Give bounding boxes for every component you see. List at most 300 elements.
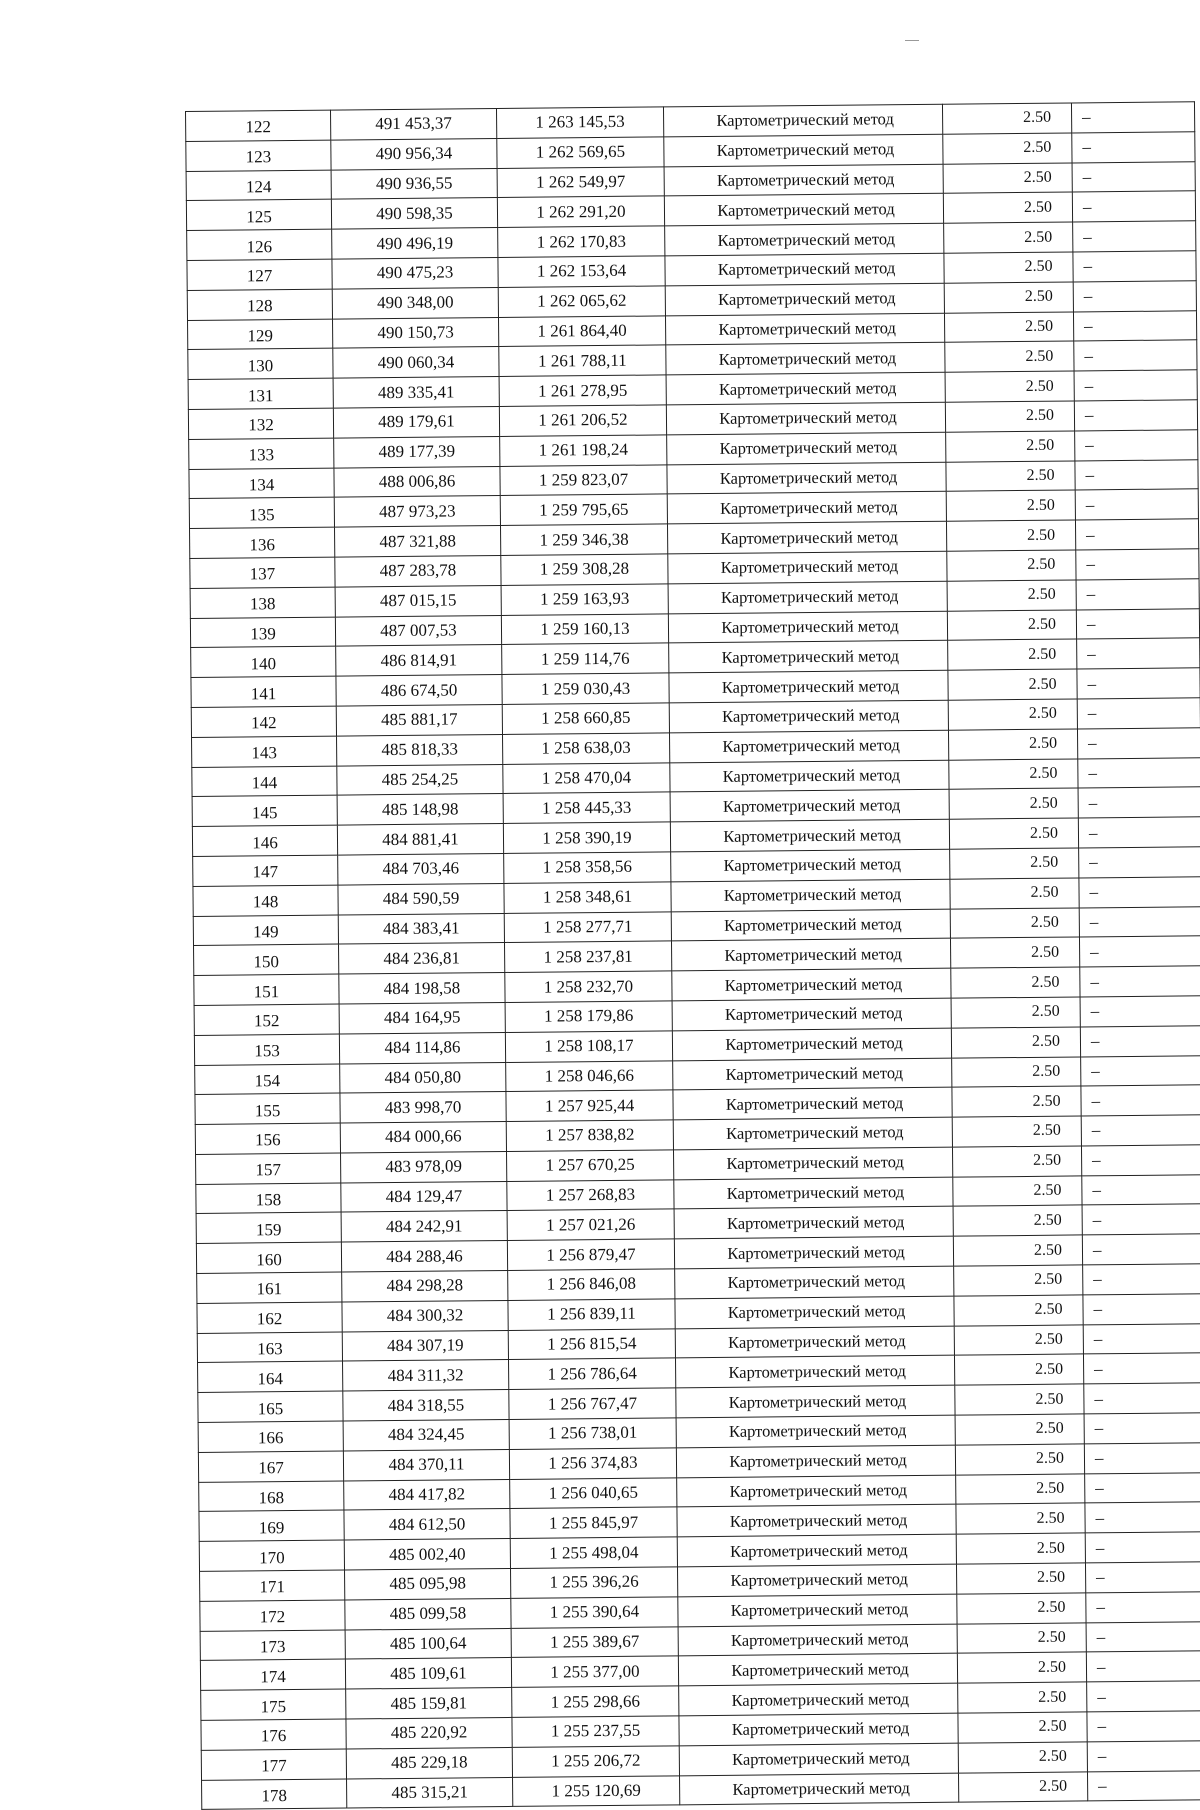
note-cell: –	[1071, 102, 1194, 133]
point-number-cell: 167	[198, 1451, 343, 1482]
note-cell: –	[1084, 1383, 1200, 1414]
y-coordinate-cell: 1 258 237,81	[504, 941, 671, 972]
accuracy-cell: 2.50	[943, 163, 1072, 194]
method-cell: Картометрический метод	[673, 1087, 952, 1119]
point-number-cell: 155	[195, 1093, 340, 1124]
note-cell: –	[1079, 876, 1200, 907]
y-coordinate-cell: 1 256 738,01	[509, 1418, 676, 1449]
accuracy-cell: 2.50	[954, 1325, 1083, 1356]
x-coordinate-cell: 484 000,66	[340, 1122, 506, 1153]
coordinates-table	[185, 101, 1200, 1810]
y-coordinate-cell: 1 255 389,67	[511, 1626, 678, 1657]
accuracy-cell: 2.50	[944, 222, 1073, 253]
x-coordinate-cell: 485 315,21	[347, 1777, 513, 1808]
accuracy-cell: 2.50	[957, 1593, 1086, 1624]
method-cell: Картометрический метод	[677, 1534, 956, 1566]
x-coordinate-cell: 490 936,55	[331, 168, 497, 199]
x-coordinate-cell: 483 998,70	[340, 1092, 506, 1123]
y-coordinate-cell: 1 261 278,95	[499, 375, 666, 406]
x-coordinate-cell: 485 159,81	[346, 1688, 512, 1719]
x-coordinate-cell: 485 818,33	[337, 734, 503, 765]
point-number-cell: 133	[189, 438, 334, 469]
accuracy-cell: 2.50	[947, 580, 1076, 611]
y-coordinate-cell: 1 261 864,40	[498, 315, 665, 346]
point-number-cell: 146	[192, 825, 337, 856]
accuracy-cell: 2.50	[952, 1146, 1081, 1177]
note-cell: –	[1087, 1711, 1200, 1742]
method-cell: Картометрический метод	[667, 432, 946, 464]
y-coordinate-cell: 1 259 163,93	[501, 584, 668, 615]
note-cell: –	[1084, 1413, 1200, 1444]
method-cell: Картометрический метод	[672, 968, 951, 1000]
method-cell: Картометрический метод	[669, 670, 948, 702]
note-cell: –	[1087, 1770, 1200, 1801]
method-cell: Картометрический метод	[680, 1773, 959, 1805]
point-number-cell: 166	[198, 1421, 343, 1452]
point-number-cell: 131	[188, 378, 333, 409]
x-coordinate-cell: 485 148,98	[337, 794, 503, 825]
y-coordinate-cell: 1 258 348,61	[504, 882, 671, 913]
note-cell: –	[1081, 1055, 1200, 1086]
point-number-cell: 139	[190, 617, 335, 648]
accuracy-cell: 2.50	[945, 341, 1074, 372]
note-cell: –	[1086, 1621, 1200, 1652]
note-cell: –	[1075, 430, 1198, 461]
x-coordinate-cell: 490 598,35	[331, 198, 497, 229]
method-cell: Картометрический метод	[666, 402, 945, 434]
x-coordinate-cell: 484 164,95	[339, 1002, 505, 1033]
accuracy-cell: 2.50	[957, 1652, 1086, 1683]
point-number-cell: 137	[190, 557, 335, 588]
accuracy-cell: 2.50	[942, 103, 1071, 134]
x-coordinate-cell: 487 973,23	[334, 496, 500, 527]
x-coordinate-cell: 491 453,37	[330, 109, 496, 140]
x-coordinate-cell: 487 015,15	[335, 585, 501, 616]
y-coordinate-cell: 1 259 114,76	[502, 643, 669, 674]
note-cell: –	[1081, 1115, 1200, 1146]
note-cell: –	[1072, 161, 1195, 192]
note-cell: –	[1072, 191, 1195, 222]
accuracy-cell: 2.50	[954, 1354, 1083, 1385]
method-cell: Картометрический метод	[672, 998, 951, 1030]
point-number-cell: 171	[200, 1570, 345, 1601]
y-coordinate-cell: 1 256 839,11	[508, 1299, 675, 1330]
note-cell: –	[1076, 549, 1199, 580]
accuracy-cell: 2.50	[955, 1414, 1084, 1445]
y-coordinate-cell: 1 259 795,65	[500, 494, 667, 525]
y-coordinate-cell: 1 256 040,65	[510, 1477, 677, 1508]
x-coordinate-cell: 484 311,32	[343, 1360, 509, 1391]
point-number-cell: 135	[189, 497, 334, 528]
accuracy-cell: 2.50	[952, 1086, 1081, 1117]
note-cell: –	[1087, 1741, 1200, 1772]
method-cell: Картометрический метод	[669, 700, 948, 732]
y-coordinate-cell: 1 258 232,70	[505, 971, 672, 1002]
note-cell: –	[1085, 1502, 1200, 1533]
method-cell: Картометрический метод	[665, 223, 944, 255]
y-coordinate-cell: 1 258 358,56	[504, 852, 671, 883]
note-cell: –	[1072, 132, 1195, 163]
y-coordinate-cell: 1 255 498,04	[510, 1537, 677, 1568]
note-cell: –	[1082, 1234, 1200, 1265]
y-coordinate-cell: 1 262 291,20	[497, 196, 664, 227]
note-cell: –	[1074, 370, 1197, 401]
y-coordinate-cell: 1 256 786,64	[509, 1358, 676, 1389]
point-number-cell: 147	[193, 855, 338, 886]
point-number-cell: 172	[200, 1600, 345, 1631]
y-coordinate-cell: 1 256 374,83	[509, 1448, 676, 1479]
accuracy-cell: 2.50	[956, 1563, 1085, 1594]
method-cell: Картометрический метод	[679, 1743, 958, 1775]
accuracy-cell: 2.50	[957, 1623, 1086, 1654]
y-coordinate-cell: 1 258 445,33	[503, 792, 670, 823]
method-cell: Картометрический метод	[671, 849, 950, 881]
point-number-cell: 132	[188, 408, 333, 439]
accuracy-cell: 2.50	[946, 490, 1075, 521]
method-cell: Картометрический метод	[663, 104, 942, 136]
method-cell: Картометрический метод	[671, 939, 950, 971]
y-coordinate-cell: 1 262 065,62	[498, 286, 665, 317]
point-number-cell: 178	[202, 1779, 347, 1810]
note-cell: –	[1075, 489, 1198, 520]
accuracy-cell: 2.50	[955, 1444, 1084, 1475]
note-cell: –	[1085, 1562, 1200, 1593]
note-cell: –	[1083, 1323, 1200, 1354]
method-cell: Картометрический метод	[674, 1236, 953, 1268]
y-coordinate-cell: 1 255 237,55	[512, 1716, 679, 1747]
x-coordinate-cell: 490 475,23	[332, 257, 498, 288]
x-coordinate-cell: 484 417,82	[344, 1479, 510, 1510]
point-number-cell: 154	[195, 1064, 340, 1095]
point-number-cell: 162	[197, 1302, 342, 1333]
method-cell: Картометрический метод	[674, 1177, 953, 1209]
point-number-cell: 175	[201, 1689, 346, 1720]
note-cell: –	[1075, 459, 1198, 490]
x-coordinate-cell: 484 129,47	[341, 1181, 507, 1212]
point-number-cell: 143	[192, 736, 337, 767]
y-coordinate-cell: 1 258 277,71	[504, 911, 671, 942]
y-coordinate-cell: 1 262 569,65	[497, 137, 664, 168]
y-coordinate-cell: 1 257 021,26	[507, 1209, 674, 1240]
x-coordinate-cell: 486 674,50	[336, 675, 502, 706]
x-coordinate-cell: 490 060,34	[333, 347, 499, 378]
y-coordinate-cell: 1 255 377,00	[511, 1656, 678, 1687]
point-number-cell: 158	[196, 1183, 341, 1214]
accuracy-cell: 2.50	[955, 1384, 1084, 1415]
y-coordinate-cell: 1 256 879,47	[507, 1239, 674, 1270]
point-number-cell: 141	[191, 676, 336, 707]
point-number-cell: 138	[190, 587, 335, 618]
note-cell: –	[1078, 817, 1200, 848]
accuracy-cell: 2.50	[951, 967, 1080, 998]
x-coordinate-cell: 487 007,53	[335, 615, 501, 646]
point-number-cell: 164	[198, 1362, 343, 1393]
note-cell: –	[1073, 310, 1196, 341]
method-cell: Картометрический метод	[678, 1624, 957, 1656]
method-cell: Картометрический метод	[669, 730, 948, 762]
point-number-cell: 157	[196, 1153, 341, 1184]
point-number-cell: 149	[193, 915, 338, 946]
scan-artifact	[905, 40, 919, 41]
y-coordinate-cell: 1 255 206,72	[512, 1746, 679, 1777]
x-coordinate-cell: 484 288,46	[341, 1241, 507, 1272]
point-number-cell: 136	[190, 527, 335, 558]
point-number-cell: 148	[193, 885, 338, 916]
note-cell: –	[1074, 340, 1197, 371]
accuracy-cell: 2.50	[946, 520, 1075, 551]
y-coordinate-cell: 1 256 815,54	[508, 1329, 675, 1360]
point-number-cell: 124	[186, 170, 331, 201]
accuracy-cell: 2.50	[950, 878, 1079, 909]
note-cell: –	[1085, 1532, 1200, 1563]
method-cell: Картометрический метод	[677, 1475, 956, 1507]
y-coordinate-cell: 1 255 396,26	[511, 1567, 678, 1598]
y-coordinate-cell: 1 261 198,24	[500, 435, 667, 466]
note-cell: –	[1077, 728, 1200, 759]
accuracy-cell: 2.50	[954, 1295, 1083, 1326]
method-cell: Картометрический метод	[670, 760, 949, 792]
point-number-cell: 153	[194, 1034, 339, 1065]
accuracy-cell: 2.50	[945, 371, 1074, 402]
method-cell: Картометрический метод	[667, 521, 946, 553]
y-coordinate-cell: 1 259 823,07	[500, 464, 667, 495]
x-coordinate-cell: 489 177,39	[334, 436, 500, 467]
point-number-cell: 163	[197, 1332, 342, 1363]
x-coordinate-cell: 484 612,50	[344, 1509, 510, 1540]
method-cell: Картометрический метод	[673, 1058, 952, 1090]
point-number-cell: 156	[195, 1123, 340, 1154]
point-number-cell: 123	[186, 140, 331, 171]
accuracy-cell: 2.50	[946, 461, 1075, 492]
method-cell: Картометрический метод	[664, 164, 943, 196]
method-cell: Картометрический метод	[678, 1654, 957, 1686]
x-coordinate-cell: 484 590,59	[338, 883, 504, 914]
point-number-cell: 122	[186, 110, 331, 141]
note-cell: –	[1079, 936, 1200, 967]
y-coordinate-cell: 1 258 660,85	[502, 703, 669, 734]
method-cell: Картометрический метод	[675, 1326, 954, 1358]
note-cell: –	[1082, 1204, 1200, 1235]
note-cell: –	[1084, 1443, 1200, 1474]
x-coordinate-cell: 490 348,00	[332, 287, 498, 318]
point-number-cell: 130	[188, 348, 333, 379]
method-cell: Картометрический метод	[664, 194, 943, 226]
y-coordinate-cell: 1 259 308,28	[501, 554, 668, 585]
method-cell: Картометрический метод	[671, 879, 950, 911]
method-cell: Картометрический метод	[674, 1207, 953, 1239]
accuracy-cell: 2.50	[946, 431, 1075, 462]
note-cell: –	[1082, 1174, 1200, 1205]
accuracy-cell: 2.50	[950, 937, 1079, 968]
point-number-cell: 174	[200, 1659, 345, 1690]
x-coordinate-cell: 490 150,73	[333, 317, 499, 348]
method-cell: Картометрический метод	[679, 1713, 958, 1745]
note-cell: –	[1073, 251, 1196, 282]
y-coordinate-cell: 1 258 638,03	[502, 733, 669, 764]
method-cell: Картометрический метод	[676, 1415, 955, 1447]
accuracy-cell: 2.50	[947, 550, 1076, 581]
y-coordinate-cell: 1 256 767,47	[509, 1388, 676, 1419]
point-number-cell: 152	[194, 1004, 339, 1035]
y-coordinate-cell: 1 255 120,69	[513, 1775, 680, 1806]
method-cell: Картометрический метод	[670, 790, 949, 822]
accuracy-cell: 2.50	[948, 729, 1077, 760]
method-cell: Картометрический метод	[675, 1266, 954, 1298]
note-cell: –	[1076, 579, 1199, 610]
coordinates-table-body	[186, 102, 1200, 1810]
x-coordinate-cell: 490 496,19	[332, 228, 498, 259]
y-coordinate-cell: 1 258 046,66	[506, 1060, 673, 1091]
note-cell: –	[1079, 847, 1200, 878]
method-cell: Картометрический метод	[672, 1028, 951, 1060]
accuracy-cell: 2.50	[958, 1712, 1087, 1743]
x-coordinate-cell: 485 229,18	[346, 1747, 512, 1778]
x-coordinate-cell: 487 283,78	[335, 555, 501, 586]
accuracy-cell: 2.50	[956, 1533, 1085, 1564]
method-cell: Картометрический метод	[676, 1385, 955, 1417]
note-cell: –	[1085, 1472, 1200, 1503]
method-cell: Картометрический метод	[671, 909, 950, 941]
accuracy-cell: 2.50	[950, 907, 1079, 938]
method-cell: Картометрический метод	[673, 1147, 952, 1179]
accuracy-cell: 2.50	[951, 997, 1080, 1028]
note-cell: –	[1080, 1025, 1200, 1056]
y-coordinate-cell: 1 261 788,11	[499, 345, 666, 376]
note-cell: –	[1081, 1145, 1200, 1176]
note-cell: –	[1086, 1592, 1200, 1623]
method-cell: Картометрический метод	[666, 372, 945, 404]
x-coordinate-cell: 484 370,11	[343, 1449, 509, 1480]
x-coordinate-cell: 484 242,91	[341, 1211, 507, 1242]
method-cell: Картометрический метод	[665, 313, 944, 345]
y-coordinate-cell: 1 258 470,04	[503, 762, 670, 793]
accuracy-cell: 2.50	[944, 312, 1073, 343]
note-cell: –	[1080, 996, 1200, 1027]
note-cell: –	[1073, 221, 1196, 252]
accuracy-cell: 2.50	[958, 1682, 1087, 1713]
accuracy-cell: 2.50	[948, 639, 1077, 670]
accuracy-cell: 2.50	[956, 1503, 1085, 1534]
method-cell: Картометрический метод	[665, 253, 944, 285]
x-coordinate-cell: 488 006,86	[334, 466, 500, 497]
accuracy-cell: 2.50	[950, 848, 1079, 879]
accuracy-cell: 2.50	[944, 282, 1073, 313]
y-coordinate-cell: 1 257 838,82	[506, 1120, 673, 1151]
x-coordinate-cell: 485 095,98	[345, 1568, 511, 1599]
x-coordinate-cell: 485 109,61	[345, 1658, 511, 1689]
x-coordinate-cell: 484 881,41	[337, 824, 503, 855]
point-number-cell: 140	[191, 646, 336, 677]
note-cell: –	[1087, 1681, 1200, 1712]
point-number-cell: 161	[197, 1272, 342, 1303]
x-coordinate-cell: 485 100,64	[345, 1628, 511, 1659]
y-coordinate-cell: 1 257 670,25	[507, 1150, 674, 1181]
y-coordinate-cell: 1 259 346,38	[500, 524, 667, 555]
method-cell: Картометрический метод	[665, 283, 944, 315]
accuracy-cell: 2.50	[949, 788, 1078, 819]
note-cell: –	[1081, 1085, 1200, 1116]
x-coordinate-cell: 486 814,91	[336, 645, 502, 676]
note-cell: –	[1076, 608, 1199, 639]
x-coordinate-cell: 490 956,34	[331, 138, 497, 169]
x-coordinate-cell: 484 703,46	[338, 853, 504, 884]
point-number-cell: 173	[200, 1630, 345, 1661]
note-cell: –	[1077, 638, 1200, 669]
y-coordinate-cell: 1 258 179,86	[505, 1001, 672, 1032]
note-cell: –	[1083, 1294, 1200, 1325]
accuracy-cell: 2.50	[958, 1742, 1087, 1773]
y-coordinate-cell: 1 263 145,53	[496, 107, 663, 138]
point-number-cell: 170	[199, 1540, 344, 1571]
method-cell: Картометрический метод	[675, 1356, 954, 1388]
accuracy-cell: 2.50	[953, 1176, 1082, 1207]
point-number-cell: 160	[196, 1242, 341, 1273]
method-cell: Картометрический метод	[668, 581, 947, 613]
method-cell: Картометрический метод	[667, 492, 946, 524]
x-coordinate-cell: 484 307,19	[342, 1330, 508, 1361]
accuracy-cell: 2.50	[948, 699, 1077, 730]
method-cell: Картометрический метод	[676, 1445, 955, 1477]
x-coordinate-cell: 484 114,86	[339, 1032, 505, 1063]
x-coordinate-cell: 484 318,55	[343, 1390, 509, 1421]
x-coordinate-cell: 485 254,25	[337, 764, 503, 795]
note-cell: –	[1073, 281, 1196, 312]
method-cell: Картометрический метод	[670, 819, 949, 851]
y-coordinate-cell: 1 259 030,43	[502, 673, 669, 704]
point-number-cell: 127	[187, 259, 332, 290]
x-coordinate-cell: 483 978,09	[341, 1151, 507, 1182]
note-cell: –	[1077, 668, 1200, 699]
point-number-cell: 168	[199, 1481, 344, 1512]
point-number-cell: 144	[192, 766, 337, 797]
method-cell: Картометрический метод	[677, 1505, 956, 1537]
method-cell: Картометрический метод	[668, 551, 947, 583]
x-coordinate-cell: 485 881,17	[336, 704, 502, 735]
point-number-cell: 177	[201, 1749, 346, 1780]
accuracy-cell: 2.50	[953, 1235, 1082, 1266]
method-cell: Картометрический метод	[669, 641, 948, 673]
note-cell: –	[1077, 698, 1200, 729]
x-coordinate-cell: 484 050,80	[340, 1062, 506, 1093]
point-number-cell: 159	[196, 1213, 341, 1244]
point-number-cell: 125	[186, 199, 331, 230]
point-number-cell: 128	[187, 289, 332, 320]
method-cell: Картометрический метод	[668, 611, 947, 643]
point-number-cell: 176	[201, 1719, 346, 1750]
note-cell: –	[1078, 757, 1200, 788]
accuracy-cell: 2.50	[952, 1056, 1081, 1087]
y-coordinate-cell: 1 256 846,08	[508, 1269, 675, 1300]
note-cell: –	[1074, 400, 1197, 431]
point-number-cell: 134	[189, 468, 334, 499]
note-cell: –	[1083, 1264, 1200, 1295]
method-cell: Картометрический метод	[677, 1564, 956, 1596]
y-coordinate-cell: 1 261 206,52	[499, 405, 666, 436]
note-cell: –	[1083, 1353, 1200, 1384]
y-coordinate-cell: 1 262 170,83	[498, 226, 665, 257]
x-coordinate-cell: 485 002,40	[344, 1539, 510, 1570]
point-number-cell: 145	[192, 795, 337, 826]
y-coordinate-cell: 1 262 153,64	[498, 256, 665, 287]
note-cell: –	[1078, 787, 1200, 818]
accuracy-cell: 2.50	[949, 758, 1078, 789]
x-coordinate-cell: 487 321,88	[335, 526, 501, 557]
accuracy-cell: 2.50	[954, 1265, 1083, 1296]
accuracy-cell: 2.50	[949, 818, 1078, 849]
y-coordinate-cell: 1 257 925,44	[506, 1090, 673, 1121]
y-coordinate-cell: 1 257 268,83	[507, 1180, 674, 1211]
x-coordinate-cell: 485 220,92	[346, 1717, 512, 1748]
